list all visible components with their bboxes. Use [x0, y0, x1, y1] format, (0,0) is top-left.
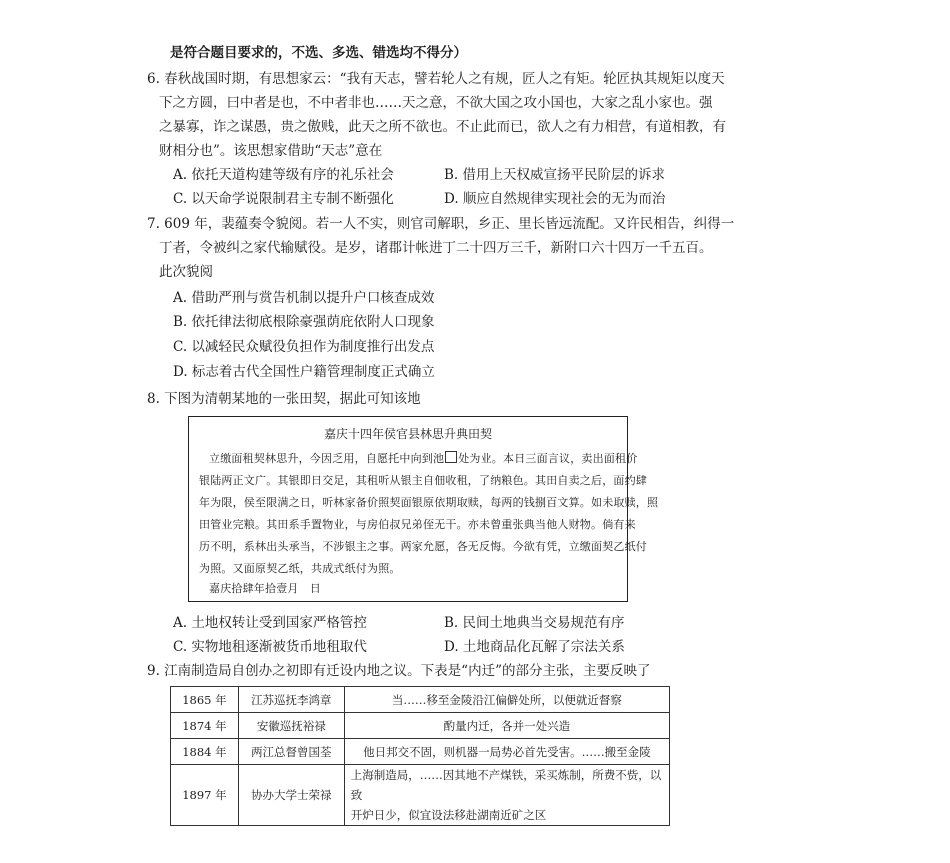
year-cell: 1874 年: [171, 713, 239, 739]
q6-line-1: 6. 春秋战国时期，有思想家云：“我有天志，譬若轮人之有规，匠人之有矩。轮匠执其规矩以度天: [147, 71, 725, 87]
q8-option-b[interactable]: B. 民间土地典当交易规范有序: [444, 615, 625, 631]
deed-line-4: 田管业完粮。其田系手置物业，与房伯叔兄弟侄无干。亦未曾重张典当他人财物。倘有来: [199, 518, 636, 531]
deed-line-1: [209, 451, 637, 466]
deed-title: 嘉庆十四年侯官县林思升典田契: [323, 427, 492, 441]
q7-line-1: 7. 609 年，裴蕴奏令貌阅。若一人不实，则官司解职，乡正、里长皆远流配。又许民相告，纠得一: [147, 216, 735, 232]
person-cell: 协办大学士荣禄: [238, 765, 344, 826]
deed-line-5: 历不明，系林出头承当，不涉银主之事。两家允愿，各无反悔。今欲有凭，立缴面契乙纸付: [199, 540, 647, 553]
table-row: [171, 739, 670, 765]
q7-option-b[interactable]: B. 依托律法彻底根除豪强荫庇依附人口现象: [173, 314, 435, 330]
q8-option-d[interactable]: D. 土地商品化瓦解了宗法关系: [444, 639, 625, 655]
relocation-proposals-table: [170, 686, 670, 826]
content-cell: 当……移至金陵沿江偏僻处所，以便就近督察: [344, 687, 669, 713]
q7-option-c[interactable]: C. 以减轻民众赋役负担作为制度推行出发点: [173, 339, 435, 355]
deed-line-3: 年为限，侯至限满之日，听林家备价照契面银原依期取赎，每两的钱捌百文算。如未取赎，照: [199, 496, 659, 509]
table-row: [171, 687, 670, 713]
q7-option-a[interactable]: A. 借助严刑与赏告机制以提升户口核查成效: [173, 290, 435, 306]
table-row: [171, 765, 670, 826]
missing-character-box: [445, 451, 457, 463]
person-cell: 安徽巡抚裕禄: [238, 713, 344, 739]
instruction-tail: 是符合题目要求的，不选、多选、错选均不得分）: [170, 45, 467, 61]
deed-date: 嘉庆拾肆年拾壹月 日: [209, 582, 321, 595]
deed-line-6: 为照。又面原契乙纸，共成式纸付为照。: [199, 562, 401, 575]
content-cell: 他日邦交不固，则机器一局势必首先受害。……搬至金陵: [344, 739, 669, 765]
year-cell: 1897 年: [171, 765, 239, 826]
q6-option-a[interactable]: A. 依托天道构建等级有序的礼乐社会: [173, 167, 394, 183]
year-cell: 1865 年: [171, 687, 239, 713]
q8-stem: 8. 下图为清朝某地的一张田契，据此可知该地: [147, 391, 421, 407]
land-deed-box: [188, 416, 659, 602]
q6-option-b[interactable]: B. 借用上天权威宣扬平民阶层的诉求: [444, 167, 666, 183]
q6-line-3: 之暴寡，诈之谋愚，贵之傲贱，此天之所不欲也。不止此而已，欲人之有力相营，有道相教，有: [159, 119, 726, 135]
person-cell: 江苏巡抚李鸿章: [238, 687, 344, 713]
content-line-2: 开炉日少，似宜设法移赴湖南近矿之区: [350, 808, 547, 822]
content-cell: [344, 765, 669, 826]
q6-option-c[interactable]: C. 以天命学说限制君主专制不断强化: [173, 191, 394, 207]
deed-line-2: 银陆两正文广。其银即日交足，其租听从银主自佃收租，了纳粮色。其田自卖之后，面约肆: [199, 474, 647, 487]
person-cell: 两江总督曾国荃: [238, 739, 344, 765]
deed-line-1-b: 处为业。本日三面言议，卖出面租价: [458, 452, 638, 465]
q7-line-2: 丁者，令被纠之家代输赋役。是岁，诸郡计帐进丁二十四万三千，新附口六十四万一千五百。: [159, 240, 713, 256]
q8-option-c[interactable]: C. 实物地租逐渐被货币地租取代: [173, 639, 367, 655]
deed-line-1-a: 立缴面租契林思升，今因乏用，自愿托中向到池: [209, 452, 445, 465]
q9-stem: 9. 江南制造局自创办之初即有迁设内地之议。下表是“内迁”的部分主张，主要反映了: [147, 663, 651, 679]
year-cell: 1884 年: [171, 739, 239, 765]
q7-line-3: 此次貌阅: [159, 264, 213, 280]
q6-option-d[interactable]: D. 顺应自然规律实现社会的无为而治: [444, 191, 666, 207]
content-cell: 酌量内迁，各并一处兴造: [344, 713, 669, 739]
q6-line-4: 财相分也”。该思想家借助“天志”意在: [159, 143, 383, 159]
table-row: [171, 713, 670, 739]
q8-option-a[interactable]: A. 土地权转让受到国家严格管控: [173, 615, 367, 631]
content-line-1: 上海制造局，……因其地不产煤铁，采买炼制，所费不赀，以致: [350, 768, 662, 802]
q6-line-2: 下之方圆，曰中者是也，不中者非也……天之意，不欲大国之攻小国也，大家之乱小家也。强: [159, 95, 713, 111]
q7-option-d[interactable]: D. 标志着古代全国性户籍管理制度正式确立: [173, 364, 435, 380]
